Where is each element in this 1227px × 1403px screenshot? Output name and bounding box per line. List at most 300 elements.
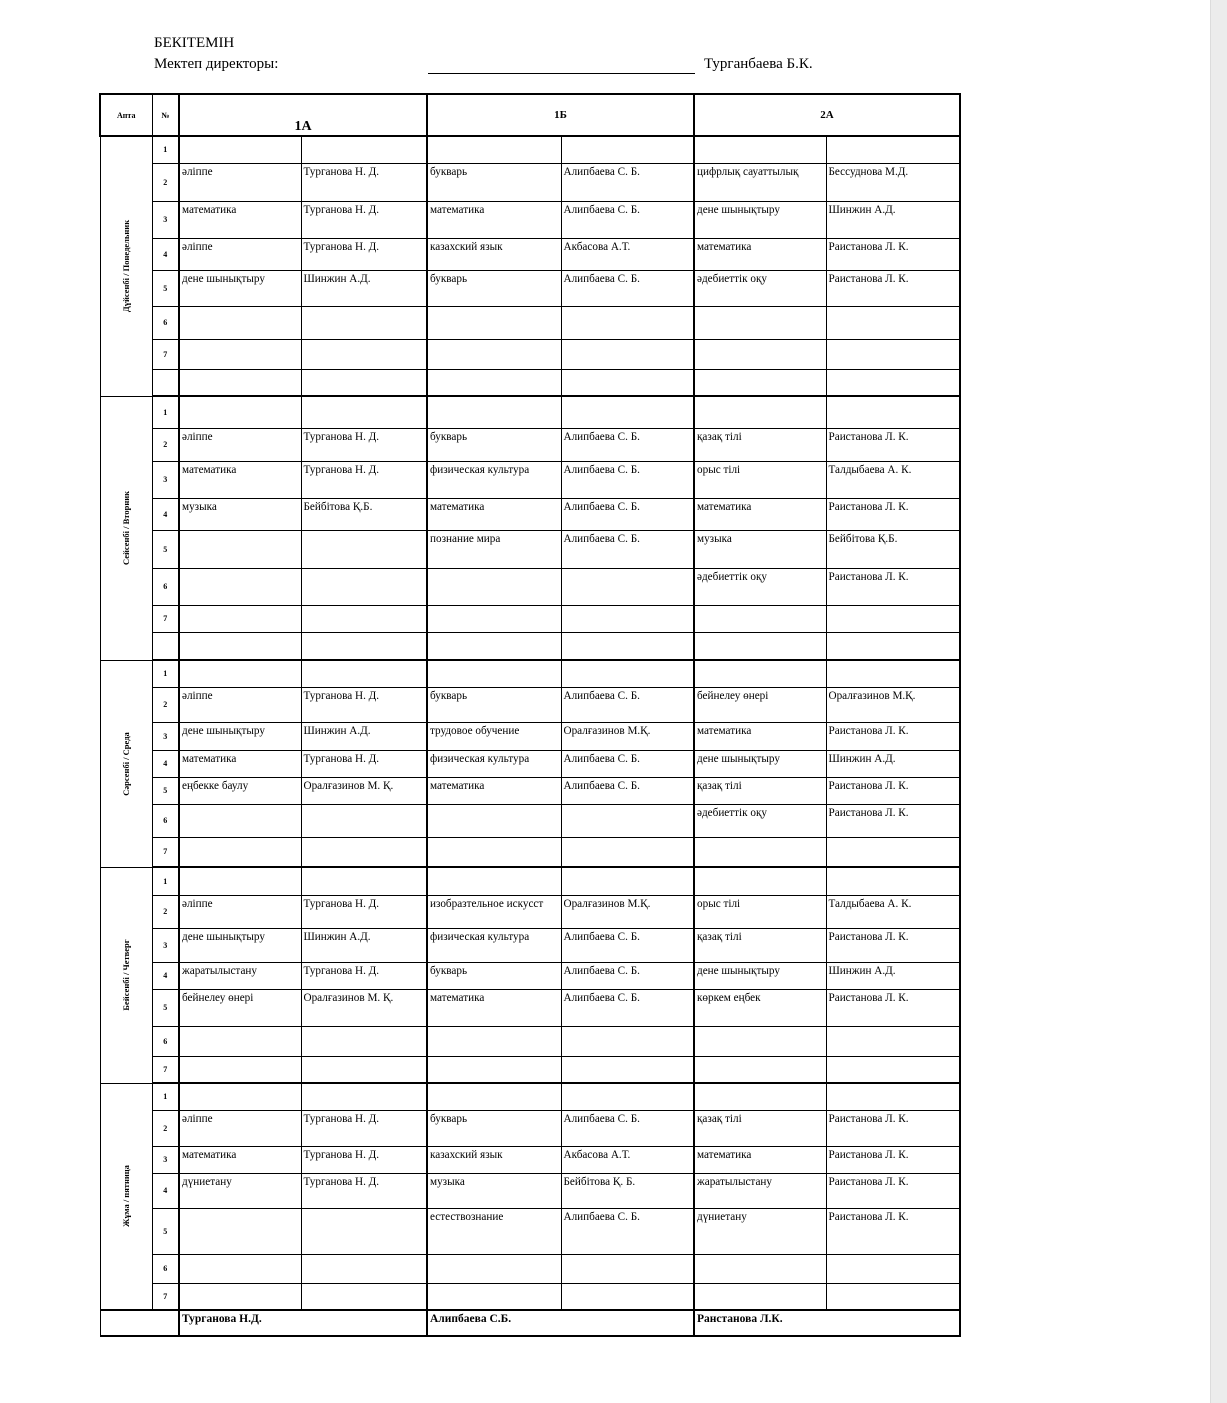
day-name: Сейсенбі / Вторник [121,490,131,566]
lesson-row [100,1056,960,1083]
subject-cell: дене шынықтыру [694,201,826,238]
subject-cell [427,632,561,660]
subject-cell: қазақ тілі [694,428,826,461]
teacher-cell [561,396,694,428]
subject-cell: познание мира [427,530,561,568]
teacher-cell: Турганова Н. Д. [301,687,427,722]
teacher-cell [301,396,427,428]
teacher-cell [301,1056,427,1083]
subject-cell: жаратылыстану [179,962,301,989]
subject-cell [179,530,301,568]
subject-cell: физическая культура [427,461,561,498]
teacher-cell: Раистанова Л. К. [826,722,960,750]
subject-cell [179,837,301,867]
teacher-cell: Раистанова Л. К. [826,777,960,804]
day-name: Бейсенбі / Четверг [121,939,131,1011]
subject-cell [427,1026,561,1056]
class-teacher-name: Ранстанова Л.К. [694,1310,960,1336]
teacher-cell: Алипбаева С. Б. [561,270,694,306]
lesson-number: 4 [152,238,179,270]
teacher-cell: Раистанова Л. К. [826,270,960,306]
teacher-cell: Турганова Н. Д. [301,962,427,989]
subject-cell: әліппе [179,895,301,928]
teacher-cell: Акбасова А.Т. [561,238,694,270]
lesson-number: 5 [152,1208,179,1254]
lesson-number: 1 [152,660,179,687]
lesson-row [100,270,960,306]
teacher-cell [301,1083,427,1110]
subject-cell [179,1283,301,1310]
lesson-row [100,461,960,498]
lesson-row [100,530,960,568]
teacher-cell [826,369,960,396]
lesson-row [100,1146,960,1173]
subject-cell: математика [179,201,301,238]
subject-cell: казахский язык [427,1146,561,1173]
day-label-cell [100,1083,152,1310]
lesson-number: 5 [152,270,179,306]
teacher-cell [561,605,694,632]
teacher-cell [561,1254,694,1283]
subject-cell [694,136,826,163]
subject-cell [427,867,561,895]
teacher-cell: Раистанова Л. К. [826,1110,960,1146]
teacher-cell [561,339,694,369]
subject-cell [694,396,826,428]
subject-cell [427,1254,561,1283]
teacher-cell: Оралғазинов М. Қ. [301,989,427,1026]
teacher-cell: Алипбаева С. Б. [561,461,694,498]
subject-cell: математика [179,1146,301,1173]
teacher-cell: Талдыбаева А. К. [826,895,960,928]
lesson-number: 1 [152,1083,179,1110]
teacher-cell [301,1254,427,1283]
lesson-number: 7 [152,605,179,632]
lesson-row [100,804,960,837]
day-name: Жұма / пятница [121,1165,131,1228]
lesson-row [100,306,960,339]
lesson-number [152,369,179,396]
teacher-cell [561,136,694,163]
teacher-cell: Турганова Н. Д. [301,750,427,777]
subject-cell [179,1254,301,1283]
subject-cell [694,660,826,687]
subject-cell: музыка [179,498,301,530]
subject-cell [179,568,301,605]
lesson-number: 6 [152,804,179,837]
teacher-cell [301,1283,427,1310]
lesson-row [100,687,960,722]
subject-cell [694,632,826,660]
lesson-row [100,867,960,895]
teacher-cell: Шинжин А.Д. [826,201,960,238]
footer-spacer [100,1310,179,1336]
teacher-cell [301,605,427,632]
subject-cell: жаратылыстану [694,1173,826,1208]
teacher-cell [826,1083,960,1110]
teacher-cell [301,306,427,339]
teacher-cell [561,804,694,837]
teacher-cell [826,1026,960,1056]
subject-cell [179,306,301,339]
director-label: Мектеп директоры: [154,56,279,72]
teacher-cell: Турганова Н. Д. [301,1173,427,1208]
day-label-cell [100,396,152,660]
subject-cell: әліппе [179,687,301,722]
class-teacher-name: Турганова Н.Д. [179,1310,427,1336]
lesson-row [100,660,960,687]
teacher-cell [561,306,694,339]
teacher-cell: Раистанова Л. К. [826,428,960,461]
lesson-row [100,238,960,270]
subject-cell: букварь [427,687,561,722]
lesson-number: 6 [152,568,179,605]
teacher-cell [826,632,960,660]
teacher-cell: Алипбаева С. Б. [561,1110,694,1146]
teacher-cell: Турганова Н. Д. [301,238,427,270]
teacher-cell [561,1026,694,1056]
lesson-row [100,1026,960,1056]
subject-cell: еңбекке баулу [179,777,301,804]
subject-cell: бейнелеу өнері [694,687,826,722]
approval-heading: БЕКІТЕМІН [154,35,235,51]
teacher-cell: Бессуднова М.Д. [826,163,960,201]
lesson-row [100,136,960,163]
teacher-cell [826,339,960,369]
subject-cell: қазақ тілі [694,1110,826,1146]
lesson-row [100,1254,960,1283]
subject-cell: букварь [427,1110,561,1146]
teacher-cell: Алипбаева С. Б. [561,962,694,989]
teacher-cell: Шинжин А.Д. [826,750,960,777]
subject-cell [179,1026,301,1056]
teacher-cell: Раистанова Л. К. [826,498,960,530]
subject-cell [427,660,561,687]
subject-cell [179,1056,301,1083]
class-header-1a: 1А [179,94,427,136]
teacher-cell: Алипбаева С. Б. [561,498,694,530]
subject-cell [427,369,561,396]
subject-cell: қазақ тілі [694,777,826,804]
scrollbar-track[interactable] [1210,0,1227,1403]
subject-cell [694,1254,826,1283]
subject-cell [694,867,826,895]
subject-cell [427,339,561,369]
teacher-cell [561,632,694,660]
lesson-row [100,1283,960,1310]
subject-cell: цифрлық сауаттылық [694,163,826,201]
subject-cell: әдебиеттік оқу [694,568,826,605]
teacher-cell [826,867,960,895]
subject-cell: букварь [427,163,561,201]
lesson-row [100,1083,960,1110]
lesson-number: 6 [152,306,179,339]
subject-cell: көркем еңбек [694,989,826,1026]
teacher-cell: Раистанова Л. К. [826,804,960,837]
teacher-cell [826,306,960,339]
subject-cell: математика [427,498,561,530]
lesson-number: 3 [152,928,179,962]
lesson-row [100,928,960,962]
teacher-cell: Раистанова Л. К. [826,928,960,962]
lesson-number [152,632,179,660]
lesson-number: 3 [152,201,179,238]
teacher-cell: Оралғазинов М.Қ. [561,895,694,928]
teacher-cell: Алипбаева С. Б. [561,530,694,568]
subject-cell: әдебиеттік оқу [694,270,826,306]
subject-cell: букварь [427,962,561,989]
lesson-number: 2 [152,1110,179,1146]
teacher-cell: Раистанова Л. К. [826,1208,960,1254]
teacher-cell [561,660,694,687]
teacher-cell: Турганова Н. Д. [301,428,427,461]
timetable [99,93,961,1337]
subject-cell: математика [427,777,561,804]
lesson-number: 5 [152,777,179,804]
subject-cell: трудовое обучение [427,722,561,750]
subject-cell: физическая культура [427,928,561,962]
subject-cell [179,660,301,687]
class-header-1b: 1Б [427,94,694,136]
subject-cell [694,339,826,369]
subject-cell: музыка [694,530,826,568]
subject-cell: изобразтельное искусст [427,895,561,928]
subject-cell [694,1056,826,1083]
lesson-number: 1 [152,396,179,428]
teacher-cell: Турганова Н. Д. [301,201,427,238]
teacher-cell: Бейбітова Қ. Б. [561,1173,694,1208]
lesson-number: 3 [152,722,179,750]
subject-cell: дүниетану [179,1173,301,1208]
subject-cell [694,605,826,632]
teacher-cell: Турганова Н. Д. [301,1110,427,1146]
subject-cell: физическая культура [427,750,561,777]
subject-cell: бейнелеу өнері [179,989,301,1026]
signature-line [428,73,695,74]
subject-cell: орыс тілі [694,461,826,498]
subject-cell: әліппе [179,428,301,461]
lesson-row [100,201,960,238]
teacher-cell: Турганова Н. Д. [301,163,427,201]
teacher-cell [301,632,427,660]
lesson-number: 5 [152,989,179,1026]
day-name: Дүйсенбі / Понедельник [121,220,131,313]
subject-cell [427,1283,561,1310]
teacher-cell [826,1254,960,1283]
subject-cell: математика [179,461,301,498]
subject-cell: казахский язык [427,238,561,270]
subject-cell [694,837,826,867]
teacher-cell: Алипбаева С. Б. [561,428,694,461]
lesson-row [100,428,960,461]
lesson-number: 6 [152,1026,179,1056]
lesson-number: 1 [152,867,179,895]
lesson-row [100,396,960,428]
teacher-cell [301,1208,427,1254]
teacher-cell [301,804,427,837]
lesson-number: 2 [152,163,179,201]
lesson-row [100,989,960,1026]
lesson-row [100,1110,960,1146]
teacher-cell [301,136,427,163]
lesson-number: 4 [152,750,179,777]
lesson-row [100,632,960,660]
subject-cell: букварь [427,428,561,461]
subject-cell [427,136,561,163]
lesson-row [100,163,960,201]
day-name: Сәрсенбі / Среда [121,731,131,796]
subject-cell [427,1083,561,1110]
subject-cell [179,396,301,428]
lesson-number: 5 [152,530,179,568]
teacher-cell: Шинжин А.Д. [826,962,960,989]
teacher-cell [561,867,694,895]
teacher-cell: Шинжин А.Д. [301,928,427,962]
subject-cell: дене шынықтыру [179,928,301,962]
subject-cell [427,837,561,867]
teacher-cell [301,568,427,605]
teacher-cell: Алипбаева С. Б. [561,1208,694,1254]
teacher-cell [301,369,427,396]
subject-cell [427,605,561,632]
subject-cell [427,568,561,605]
lesson-row [100,722,960,750]
lesson-number: 2 [152,428,179,461]
teacher-cell: Раистанова Л. К. [826,568,960,605]
lesson-number: 3 [152,461,179,498]
lesson-row [100,962,960,989]
teacher-cell: Оралғазинов М. Қ. [301,777,427,804]
lesson-number: 4 [152,962,179,989]
teacher-cell [826,1056,960,1083]
teacher-cell: Турганова Н. Д. [301,461,427,498]
day-label-cell [100,136,152,396]
teacher-cell [561,369,694,396]
subject-cell [427,1056,561,1083]
lesson-number: 7 [152,837,179,867]
lesson-row [100,1173,960,1208]
subject-cell [427,804,561,837]
teacher-cell [826,136,960,163]
teacher-cell [301,1026,427,1056]
teacher-cell [826,837,960,867]
lesson-row [100,837,960,867]
number-column-header: № [152,94,179,136]
subject-cell: математика [694,722,826,750]
teacher-cell: Талдыбаева А. К. [826,461,960,498]
teacher-cell: Оралғазинов М.Қ. [561,722,694,750]
teacher-cell: Алипбаева С. Б. [561,777,694,804]
teacher-cell [561,1083,694,1110]
subject-cell [694,369,826,396]
subject-cell: әліппе [179,1110,301,1146]
teacher-cell: Алипбаева С. Б. [561,687,694,722]
subject-cell: естествознание [427,1208,561,1254]
teacher-cell [301,339,427,369]
teacher-cell: Шинжин А.Д. [301,722,427,750]
subject-cell [179,867,301,895]
subject-cell: әліппе [179,238,301,270]
lesson-row [100,369,960,396]
teacher-cell [826,660,960,687]
subject-cell: математика [179,750,301,777]
lesson-number: 7 [152,339,179,369]
subject-cell: математика [694,1146,826,1173]
subject-cell [179,804,301,837]
lesson-row [100,605,960,632]
table-header-row [100,94,960,136]
subject-cell [179,605,301,632]
subject-cell [179,369,301,396]
lesson-number: 2 [152,895,179,928]
week-column-header: Апта [100,94,152,136]
lesson-number: 1 [152,136,179,163]
teacher-cell [826,1283,960,1310]
subject-cell: математика [694,498,826,530]
teacher-cell [826,605,960,632]
class-header-2a: 2А [694,94,960,136]
lesson-number: 7 [152,1283,179,1310]
teacher-cell: Акбасова А.Т. [561,1146,694,1173]
day-label-cell [100,867,152,1083]
teacher-cell [826,396,960,428]
teacher-cell: Раистанова Л. К. [826,1146,960,1173]
teacher-cell: Оралғазинов М.Қ. [826,687,960,722]
subject-cell: математика [694,238,826,270]
lesson-row [100,339,960,369]
subject-cell: әліппе [179,163,301,201]
subject-cell: дүниетану [694,1208,826,1254]
subject-cell: орыс тілі [694,895,826,928]
subject-cell [179,339,301,369]
teacher-cell: Алипбаева С. Б. [561,928,694,962]
teacher-cell: Шинжин А.Д. [301,270,427,306]
class-teacher-name: Алипбаева С.Б. [427,1310,694,1336]
subject-cell [694,1283,826,1310]
subject-cell [694,1026,826,1056]
lesson-number: 4 [152,1173,179,1208]
subject-cell [179,632,301,660]
lesson-number: 6 [152,1254,179,1283]
teacher-cell: Бейбітова Қ.Б. [826,530,960,568]
subject-cell [179,136,301,163]
teacher-cell [561,1056,694,1083]
subject-cell: дене шынықтыру [179,722,301,750]
teacher-cell: Раистанова Л. К. [826,989,960,1026]
subject-cell: қазақ тілі [694,928,826,962]
teacher-cell: Алипбаева С. Б. [561,750,694,777]
teacher-cell [301,530,427,568]
subject-cell: музыка [427,1173,561,1208]
teacher-cell: Бейбітова Қ.Б. [301,498,427,530]
lesson-number: 7 [152,1056,179,1083]
lesson-number: 4 [152,498,179,530]
lesson-number: 2 [152,687,179,722]
subject-cell [694,306,826,339]
subject-cell [179,1208,301,1254]
teacher-cell [301,867,427,895]
subject-cell: әдебиеттік оқу [694,804,826,837]
subject-cell [179,1083,301,1110]
teacher-cell: Раистанова Л. К. [826,238,960,270]
subject-cell: дене шынықтыру [179,270,301,306]
teacher-cell: Алипбаева С. Б. [561,989,694,1026]
teacher-cell [301,660,427,687]
lesson-number: 3 [152,1146,179,1173]
lesson-row [100,895,960,928]
teacher-cell: Алипбаева С. Б. [561,201,694,238]
teacher-cell: Турганова Н. Д. [301,895,427,928]
